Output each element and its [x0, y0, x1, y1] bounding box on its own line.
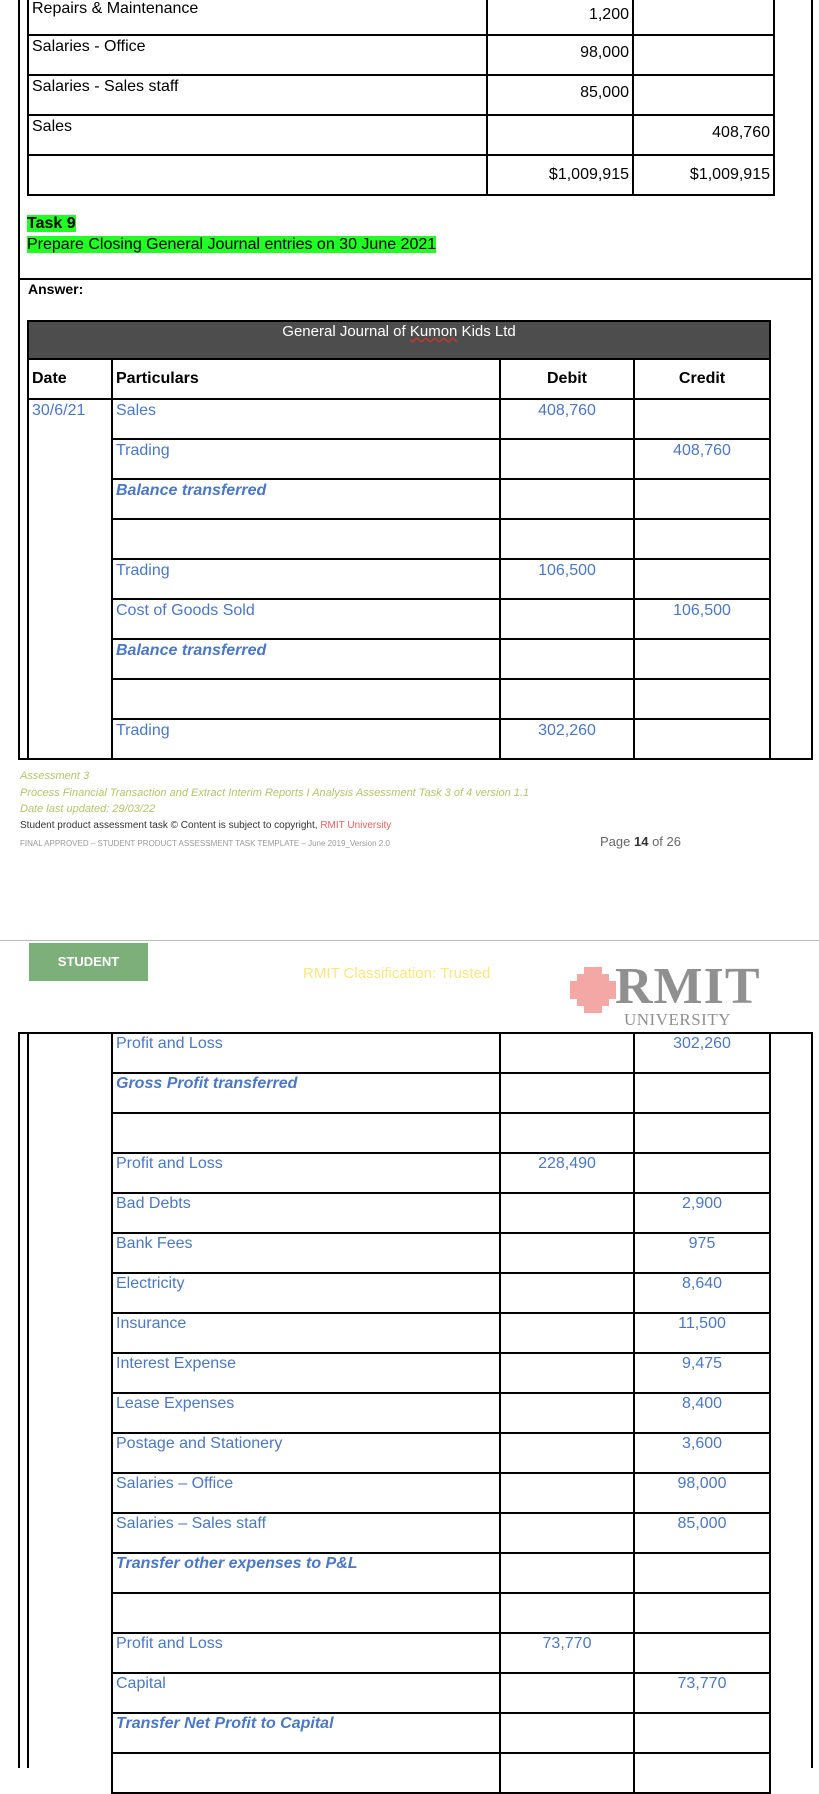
- credit-cell: 73,770: [634, 1673, 770, 1713]
- debit-cell: [500, 479, 634, 519]
- table-row: [28, 75, 774, 115]
- credit-cell: 8,640: [634, 1273, 770, 1313]
- credit-cell: 975: [634, 1233, 770, 1273]
- particulars-cell: Postage and Stationery: [112, 1433, 500, 1473]
- debit-cell: [500, 519, 634, 559]
- table-row: [112, 1113, 770, 1153]
- particulars-cell: Cost of Goods Sold: [112, 599, 500, 639]
- header-date: Date: [28, 359, 112, 399]
- debit-cell: [500, 1113, 634, 1153]
- credit-cell: $1,009,915: [633, 155, 774, 195]
- table-row: [28, 0, 774, 35]
- table-row: [28, 559, 770, 599]
- table-row: [112, 1433, 770, 1473]
- debit-cell: [500, 1593, 634, 1633]
- particulars-cell: Gross Profit transferred: [112, 1073, 500, 1113]
- credit-cell: 2,900: [634, 1193, 770, 1233]
- credit-cell: [634, 519, 770, 559]
- particulars-cell: Balance transferred: [112, 479, 500, 519]
- journal-title: General Journal of Kumon Kids Ltd: [28, 321, 770, 359]
- table-row: [112, 1073, 770, 1113]
- table-row: [28, 35, 774, 75]
- debit-cell: $1,009,915: [487, 155, 633, 195]
- particulars-cell: Balance transferred: [112, 639, 500, 679]
- debit-cell: [500, 1753, 634, 1793]
- table-row: [112, 1633, 770, 1673]
- student-badge: STUDENT: [29, 943, 148, 981]
- table-row: [112, 1553, 770, 1593]
- debit-cell: [500, 1193, 634, 1233]
- particulars-cell: Lease Expenses: [112, 1393, 500, 1433]
- debit-cell: [500, 1473, 634, 1513]
- debit-cell: 408,760: [500, 399, 634, 439]
- credit-cell: [634, 399, 770, 439]
- footer-template-line: FINAL APPROVED – STUDENT PRODUCT ASSESSMENT TASK TEMPLATE – June 2019_Version 2.0: [20, 839, 390, 848]
- credit-cell: [634, 1153, 770, 1193]
- particulars-cell: Transfer Net Profit to Capital: [112, 1713, 500, 1753]
- debit-cell: 1,200: [487, 0, 633, 35]
- credit-cell: 98,000: [634, 1473, 770, 1513]
- debit-cell: [500, 1713, 634, 1753]
- debit-cell: [500, 599, 634, 639]
- date-cell: 30/6/21: [28, 399, 112, 759]
- table-row: [112, 1513, 770, 1553]
- debit-cell: [500, 1513, 634, 1553]
- debit-cell: [500, 1553, 634, 1593]
- credit-cell: [634, 1113, 770, 1153]
- table-row: [28, 639, 770, 679]
- table-row: [112, 1273, 770, 1313]
- table-row: [112, 1033, 770, 1073]
- credit-cell: [634, 479, 770, 519]
- page-break: [0, 940, 819, 941]
- credit-cell: [634, 719, 770, 759]
- credit-cell: [634, 1073, 770, 1113]
- particulars-cell: [112, 519, 500, 559]
- debit-cell: 106,500: [500, 559, 634, 599]
- particulars-cell: Profit and Loss: [112, 1153, 500, 1193]
- credit-cell: 408,760: [634, 439, 770, 479]
- general-journal-table-continued: [111, 1032, 771, 1794]
- particulars-cell: [112, 1113, 500, 1153]
- debit-cell: [500, 1073, 634, 1113]
- table-row: [112, 1233, 770, 1273]
- debit-cell: 98,000: [487, 35, 633, 75]
- credit-cell: 106,500: [634, 599, 770, 639]
- account-cell: Salaries - Sales staff: [28, 75, 487, 115]
- table-row: [28, 115, 774, 155]
- table-row: [28, 479, 770, 519]
- credit-cell: 3,600: [634, 1433, 770, 1473]
- account-cell: Repairs & Maintenance: [28, 0, 487, 35]
- credit-cell: [634, 559, 770, 599]
- credit-cell: [634, 1713, 770, 1753]
- footer-date-line: Date last updated: 29/03/22: [20, 803, 156, 815]
- credit-cell: [634, 679, 770, 719]
- particulars-cell: Trading: [112, 559, 500, 599]
- particulars-cell: [112, 679, 500, 719]
- particulars-cell: Bad Debts: [112, 1193, 500, 1233]
- particulars-cell: Interest Expense: [112, 1353, 500, 1393]
- footer-copyright: Student product assessment task © Content is subject to copyright, RMIT University: [20, 820, 392, 831]
- table-row: [28, 599, 770, 639]
- table-row: [112, 1393, 770, 1433]
- credit-cell: [634, 639, 770, 679]
- debit-cell: [500, 1313, 634, 1353]
- debit-cell: [500, 1033, 634, 1073]
- table-row: [112, 1313, 770, 1353]
- account-cell: Salaries - Office: [28, 35, 487, 75]
- particulars-cell: Trading: [112, 439, 500, 479]
- footer-task-line: Process Financial Transaction and Extract Interim Reports I Analysis Assessment Task 3 of 4 version 1.1: [20, 787, 530, 799]
- debit-cell: [487, 115, 633, 155]
- table-row: [112, 1713, 770, 1753]
- credit-cell: 8,400: [634, 1393, 770, 1433]
- particulars-cell: Sales: [112, 399, 500, 439]
- particulars-cell: Capital: [112, 1673, 500, 1713]
- table-row: [112, 1673, 770, 1713]
- debit-cell: [500, 1353, 634, 1393]
- account-cell: [28, 155, 487, 195]
- answer-label: Answer:: [28, 281, 84, 297]
- footer-assessment: Assessment 3: [20, 770, 90, 782]
- rmit-pixel-icon: [570, 967, 616, 1013]
- particulars-cell: Insurance: [112, 1313, 500, 1353]
- credit-cell: [634, 1753, 770, 1793]
- credit-cell: [633, 35, 774, 75]
- particulars-cell: [112, 1753, 500, 1793]
- particulars-cell: Profit and Loss: [112, 1633, 500, 1673]
- page-number: Page 14 of 26: [600, 834, 681, 849]
- particulars-cell: [112, 1593, 500, 1633]
- debit-cell: [500, 439, 634, 479]
- page2-date-col-line: [27, 1032, 29, 1768]
- debit-cell: [500, 1273, 634, 1313]
- debit-cell: 85,000: [487, 75, 633, 115]
- header-particulars: Particulars: [112, 359, 500, 399]
- table-row: [28, 719, 770, 759]
- debit-cell: 228,490: [500, 1153, 634, 1193]
- debit-cell: [500, 1673, 634, 1713]
- credit-cell: [634, 1553, 770, 1593]
- classification-label: RMIT Classification: Trusted: [303, 965, 491, 982]
- table-row: [28, 679, 770, 719]
- table-row: [28, 439, 770, 479]
- table-row: [112, 1153, 770, 1193]
- credit-cell: [634, 1593, 770, 1633]
- particulars-cell: Profit and Loss: [112, 1033, 500, 1073]
- table-row: [112, 1473, 770, 1513]
- table-row: [112, 1193, 770, 1233]
- rmit-logo-sub: UNIVERSITY: [624, 1010, 731, 1029]
- credit-cell: 9,475: [634, 1353, 770, 1393]
- debit-cell: [500, 679, 634, 719]
- credit-cell: 11,500: [634, 1313, 770, 1353]
- particulars-cell: Salaries – Sales staff: [112, 1513, 500, 1553]
- debit-cell: 302,260: [500, 719, 634, 759]
- table-row: [28, 155, 774, 195]
- table-row: [112, 1753, 770, 1793]
- table-row: [28, 399, 770, 439]
- debit-cell: [500, 1233, 634, 1273]
- credit-cell: [633, 0, 774, 35]
- table-row: [112, 1593, 770, 1633]
- general-journal-table: [27, 320, 771, 760]
- table-row: [112, 1353, 770, 1393]
- task-title: Task 9: [27, 215, 76, 232]
- particulars-cell: Salaries – Office: [112, 1473, 500, 1513]
- particulars-cell: Electricity: [112, 1273, 500, 1313]
- rmit-logo: [570, 958, 761, 1029]
- trial-balance-table: [27, 0, 775, 196]
- credit-cell: [634, 1633, 770, 1673]
- task-instruction: Prepare Closing General Journal entries on 30 June 2021: [27, 236, 437, 253]
- particulars-cell: Transfer other expenses to P&L: [112, 1553, 500, 1593]
- table-row: [28, 519, 770, 559]
- credit-cell: 408,760: [633, 115, 774, 155]
- particulars-cell: Trading: [112, 719, 500, 759]
- credit-cell: 85,000: [634, 1513, 770, 1553]
- debit-cell: [500, 639, 634, 679]
- header-credit: Credit: [634, 359, 770, 399]
- credit-cell: 302,260: [634, 1033, 770, 1073]
- debit-cell: 73,770: [500, 1633, 634, 1673]
- account-cell: Sales: [28, 115, 487, 155]
- debit-cell: [500, 1393, 634, 1433]
- credit-cell: [633, 75, 774, 115]
- section-divider: [18, 278, 813, 280]
- particulars-cell: Bank Fees: [112, 1233, 500, 1273]
- debit-cell: [500, 1433, 634, 1473]
- rmit-logo-main: RMIT: [615, 958, 761, 1015]
- header-debit: Debit: [500, 359, 634, 399]
